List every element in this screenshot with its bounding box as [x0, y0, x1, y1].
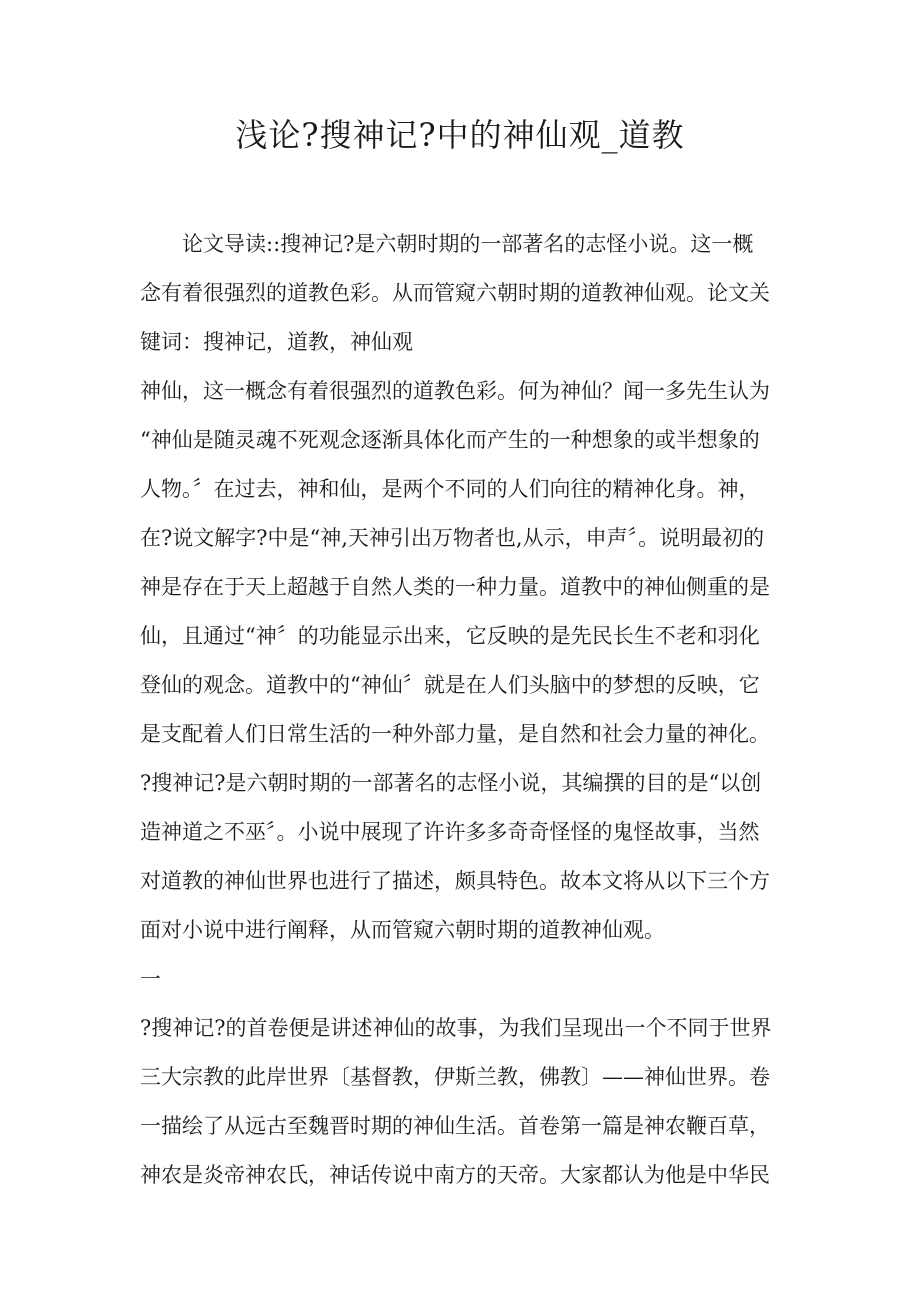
text-line: 在?说文解字?中是“神,天神引出万物者也,从示，申声〞。说明最初的 [140, 526, 765, 550]
abstract-paragraph [140, 220, 800, 367]
text-line: 论文导读::搜神记?是六朝时期的一部著名的志怪小说。这一概 [182, 232, 754, 256]
text-line: 人物。〞在过去，神和仙，是两个不同的人们向往的精神化身。神， [140, 477, 760, 501]
text-line: 面对小说中进行阐释，从而管窥六朝时期的道教神仙观。 [140, 918, 665, 942]
body-paragraph [140, 367, 800, 955]
body-paragraph [140, 1004, 800, 1200]
text-line: 键词：搜神记，道教，神仙观 [140, 330, 413, 354]
text-line: 念有着很强烈的道教色彩。从而管窥六朝时期的道教神仙观。论文关 [140, 281, 770, 305]
text-line: 神是存在于天上超越于自然人类的一种力量。道教中的神仙侧重的是 [140, 575, 770, 599]
text-line: 登仙的观念。道教中的“神仙〞就是在人们头脑中的梦想的反映，它 [140, 673, 760, 697]
text-line: 神仙，这一概念有着很强烈的道教色彩。何为神仙？闻一多先生认为 [140, 379, 770, 403]
text-line: 对道教的神仙世界也进行了描述，颇具特色。故本文将从以下三个方 [140, 869, 770, 893]
document-body [140, 220, 800, 1200]
document-title: 浅论?搜神记?中的神仙观_道教 [235, 116, 685, 154]
section-heading [140, 955, 800, 1004]
text-line: “神仙是随灵魂不死观念逐渐具体化而产生的一种想象的或半想象的 [140, 428, 760, 452]
text-line: ?搜神记?是六朝时期的一部著名的志怪小说，其编撰的目的是“以创 [140, 771, 762, 795]
text-line: 造神道之不巫〞。小说中展现了许许多多奇奇怪怪的鬼怪故事，当然 [140, 820, 760, 844]
text-line: ?搜神记?的首卷便是讲述神仙的故事，为我们呈现出一个不同于世界 [140, 1016, 772, 1040]
section-number: 一 [140, 967, 161, 991]
text-line: 三大宗教的此岸世界〔基督教，伊斯兰教，佛教〕——神仙世界。卷 [140, 1065, 770, 1089]
text-line: 仙，且通过“神〞的功能显示出来，它反映的是先民长生不老和羽化 [140, 624, 760, 648]
text-line: 神农是炎帝神农氏，神话传说中南方的天帝。大家都认为他是中华民 [140, 1163, 770, 1187]
text-line: 是支配着人们日常生活的一种外部力量，是自然和社会力量的神化。 [140, 722, 770, 746]
text-line: 一描绘了从远古至魏晋时期的神仙生活。首卷第一篇是神农鞭百草， [140, 1114, 770, 1138]
